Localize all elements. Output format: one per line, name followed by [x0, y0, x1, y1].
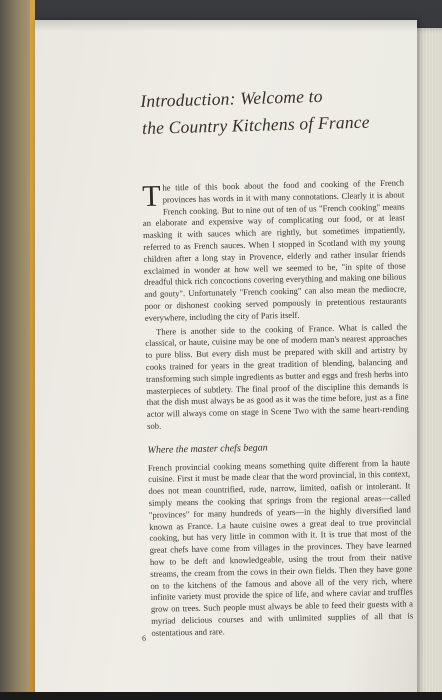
paragraph-1 [142, 178, 407, 325]
chapter-heading-line-2: the Country Kitchens of France [141, 111, 370, 138]
drop-cap: T [141, 179, 161, 213]
chapter-heading-line-1: Introduction: Welcome to [140, 85, 323, 111]
paragraph-1-text: he title of this book about the food and cooking of the French provinces has words in it with many connotations. Clearly it is about French cooking. But to nine out of ten of us "French cooking" means an elaborate and expensive way of complicating our food, or at least masking it with sauces which are rightly, but sometimes impatiently, referred to as French sauces. When I stopped in Scotland with my young children after a long stay in Provence, elderly and rather insular friends exclaimed in wonder at how well we seemed to be, "in spite of those dreadful thick rich concoctions covering everything and making one bilious and gouty". Unfortunately "French cooking" can also mean the mediocre, poor or dishonest cooking served pompously in pretentious restaurants everywhere, including the city of Paris itself. [142, 177, 407, 323]
body-text [142, 178, 414, 642]
background-floor [0, 692, 442, 700]
section-subheading: Where the master chefs began [147, 442, 268, 456]
paragraph-3: French provincial cooking means something quite different from la haute cuisine. First it must be made clear that the word provincial, in this context, does not mean countrified, rude, narrow, limited, oafish or intolerant. It simply means the cooking that springs from the regional areas—called "provinces" for many hundreds of years—in the highly diversified land known as France. La haute cuisine owes a great deal to true provincial cooking, but has very little in common with it. It is true that most of the great chefs have come from villages in the provinces. They have learned how to be deft and knowledgeable, using the trout from their native streams, the cream from the cows in their own fields. Then they have gone on to the kitchens of the famous and above all of the very rich, where infinite variety must provide the spice of life, and where caviar and truffles grow on trees. Such people must always be able to feed their guests with a myriad delicious courses and with unlimited supplies of all that is ostentatious and rare. [147, 456, 414, 638]
page-shadow [35, 20, 417, 32]
chapter-heading [140, 80, 411, 142]
page-number: 6 [142, 634, 146, 643]
paragraph-2: There is another side to the cooking of France. What is called the classical, or haute, cuisine may be one of modern man's nearest approaches to pure bliss. But every dish must be prepared with skill and artistry by cooks trained for years in the great tradition of blending, balancing and transforming such simple ingredients as butter and eggs and fresh herbs into masterpieces of subtlety. The final proof of the discipline this demands is that the dish must always be as good as it was the time before, just as a fine actor will always come on stage in Scene Two with the same heart-rending sob. [145, 321, 409, 431]
book-cover-edge [0, 0, 30, 700]
